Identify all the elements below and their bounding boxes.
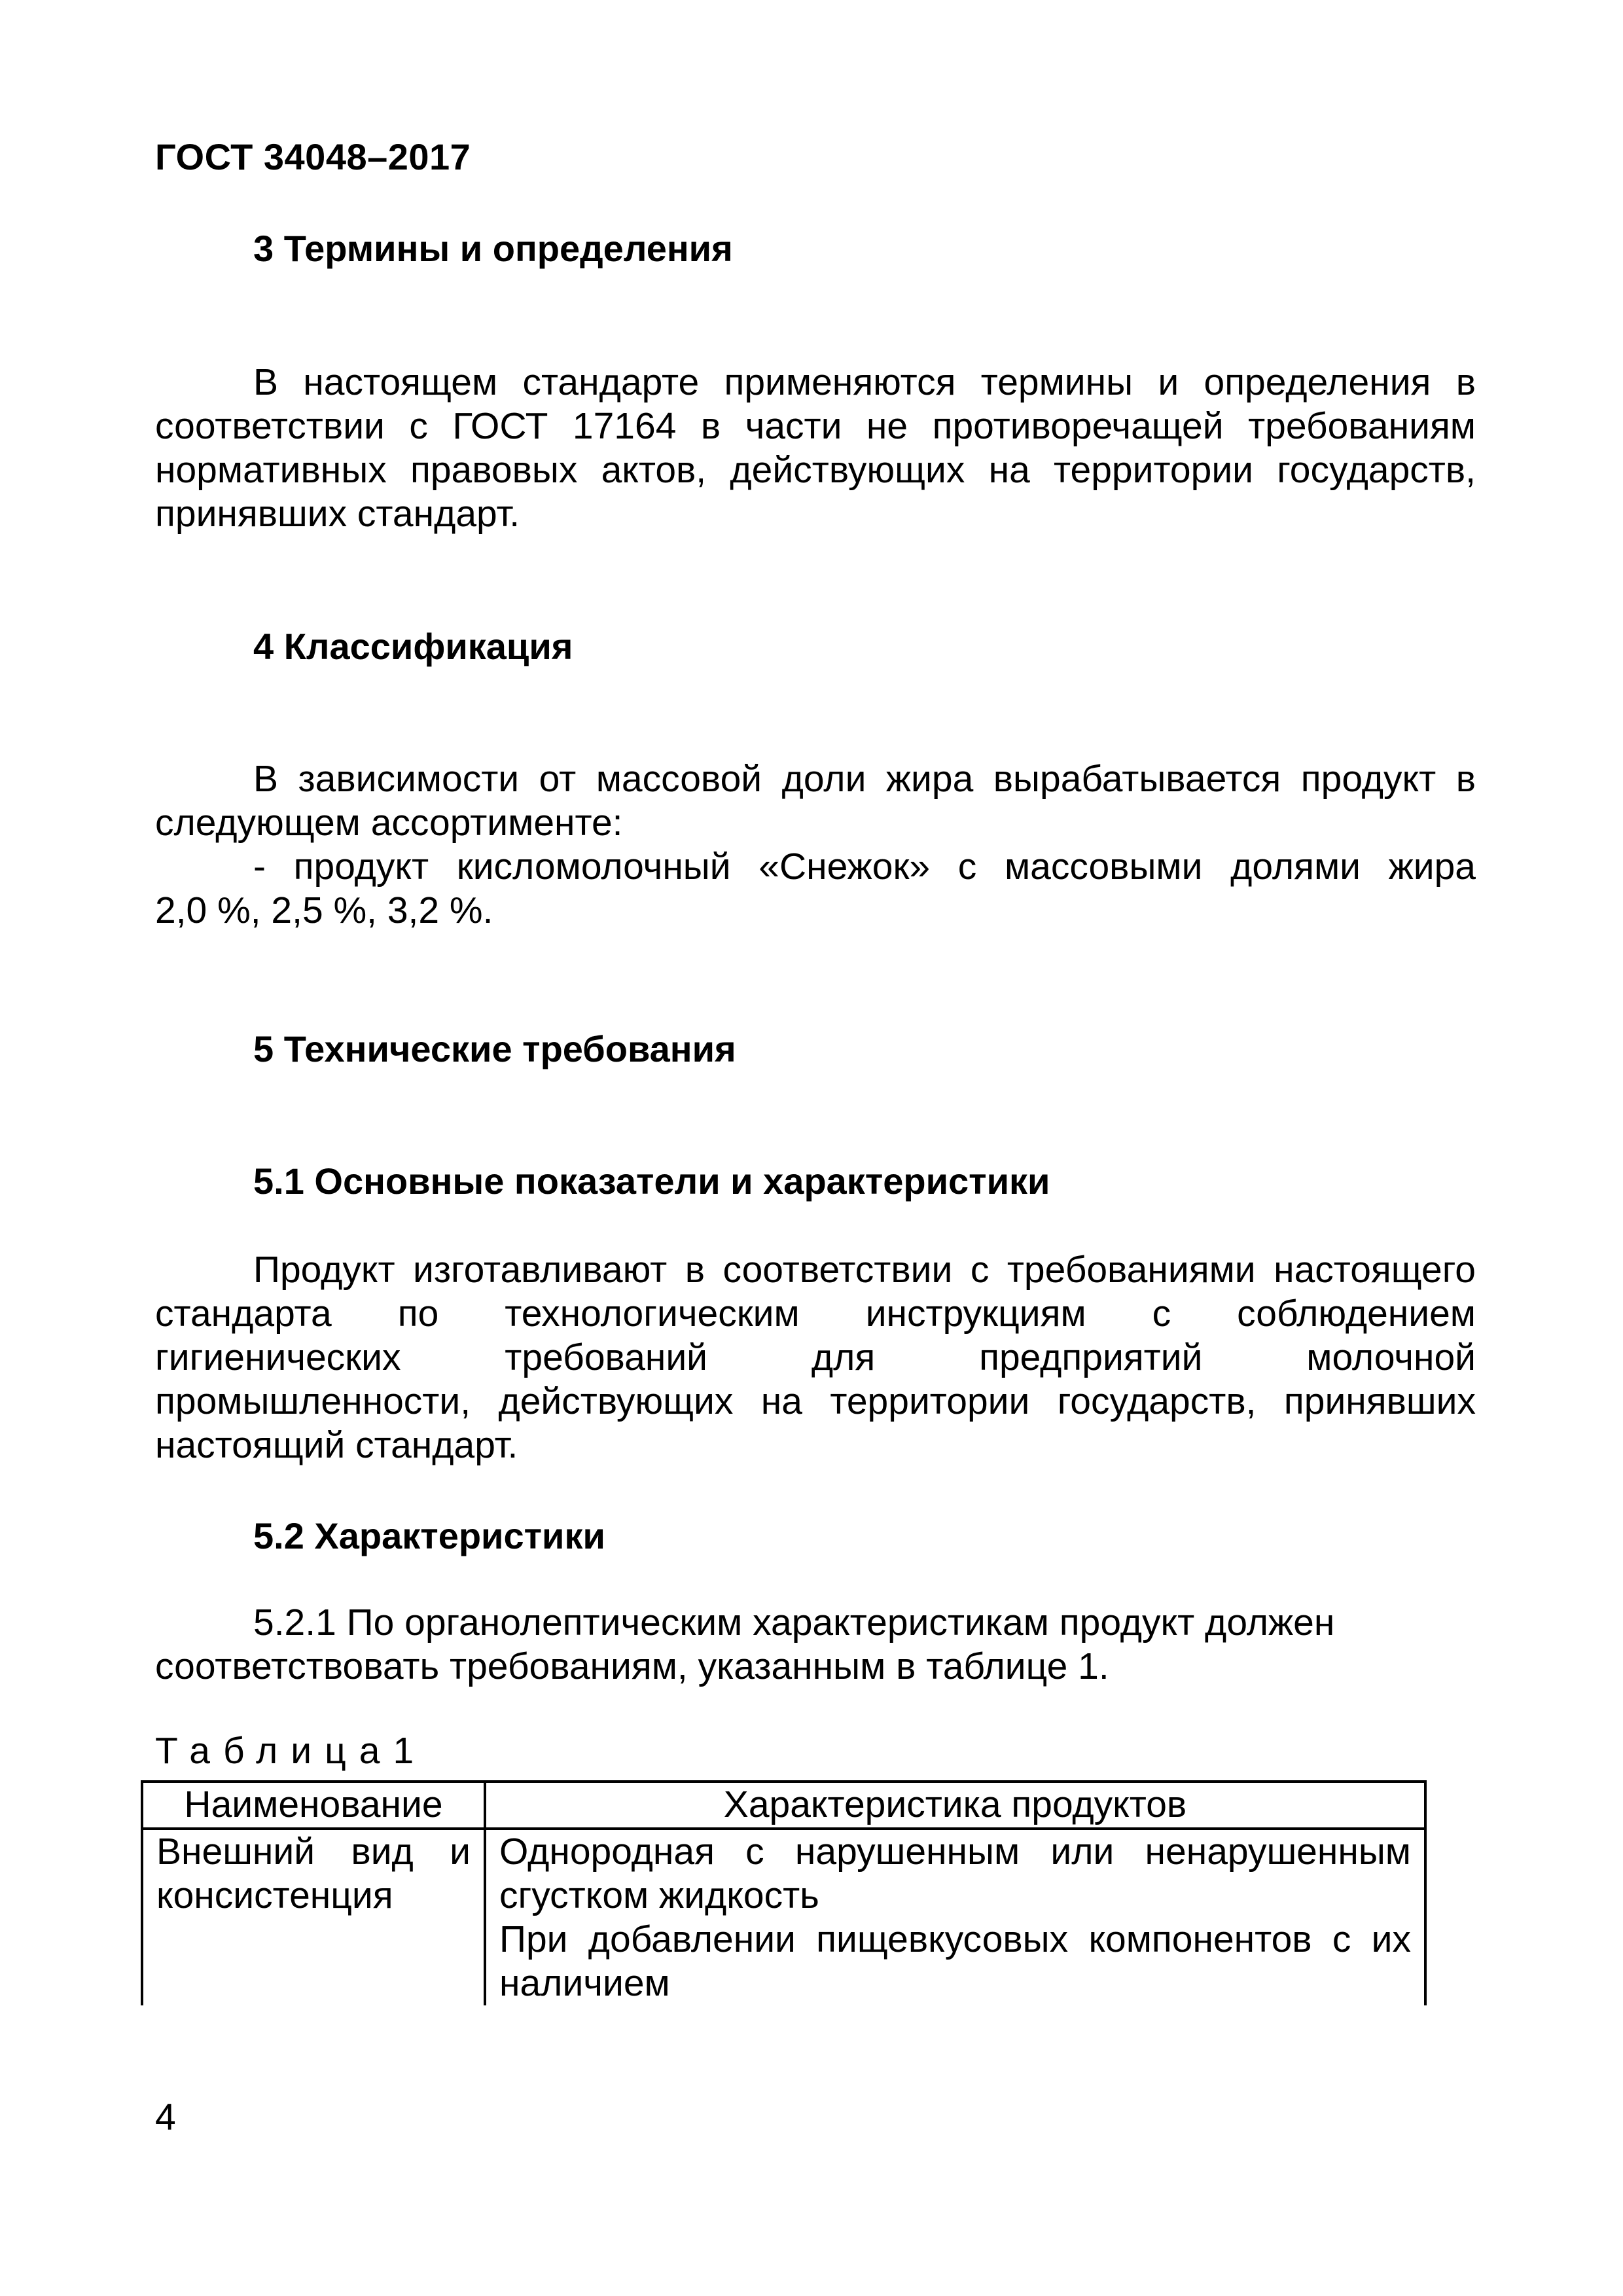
paragraph-line: - продукт кисломолочный «Снежок» с массовыми долями жира (253, 846, 1476, 888)
paragraph-line: следующем ассортименте: (155, 802, 623, 844)
cell-line: Однородная с нарушенным или ненарушенным (499, 1831, 1411, 1873)
section-5-2-title: 5.2 Характеристики (253, 1515, 605, 1556)
table-row (142, 1829, 1425, 2005)
table-header-name: Наименование (142, 1782, 485, 1829)
section-4-list-item (155, 845, 1476, 933)
cell-line: При добавлении пищевкусовых компонентов с их (499, 1918, 1411, 1960)
section-5-1-paragraph (155, 1248, 1476, 1467)
page-number: 4 (155, 2096, 176, 2138)
cell-line: консистенция (156, 1874, 393, 1916)
paragraph-line: стандарта по технологическим инструкциям с соблюдением (155, 1293, 1476, 1335)
section-5-title: 5 Технические требования (253, 1028, 736, 1069)
table-caption: Таблица1 (155, 1730, 427, 1772)
paragraph-line: нормативных правовых актов, действующих на территории государств, (155, 449, 1476, 491)
paragraph-line: Продукт изготавливают в соответствии с требованиями настоящего (253, 1249, 1476, 1291)
section-4-paragraph (155, 757, 1476, 845)
document-code: ГОСТ 34048–2017 (155, 136, 471, 177)
paragraph-line: соответствии с ГОСТ 17164 в части не противоречащей требованиям (155, 405, 1476, 447)
paragraph-line: соответствовать требованиям, указанным в таблице 1. (155, 1645, 1109, 1687)
table-cell-name (142, 1829, 485, 2005)
paragraph-line: В настоящем стандарте применяются термины и определения в (253, 361, 1476, 403)
section-4-title: 4 Классификация (253, 626, 573, 667)
paragraph-line: 5.2.1 По органолептическим характеристикам продукт должен (253, 1602, 1335, 1643)
cell-line: наличием (499, 1962, 670, 2004)
table-header-characteristic: Характеристика продуктов (485, 1782, 1425, 1829)
paragraph-line: В зависимости от массовой доли жира вырабатывается продукт в (253, 758, 1476, 800)
paragraph-line: промышленности, действующих на территории государств, принявших (155, 1380, 1476, 1422)
section-3-title: 3 Термины и определения (253, 228, 733, 269)
section-3-paragraph (155, 361, 1476, 536)
cell-line: Внешний вид и (156, 1831, 471, 1873)
table-header-row (142, 1782, 1425, 1829)
paragraph-line: принявших стандарт. (155, 493, 520, 535)
characteristics-table (141, 1780, 1427, 2005)
paragraph-line: 2,0 %, 2,5 %, 3,2 %. (155, 889, 493, 931)
section-5-2-1-paragraph (155, 1601, 1399, 1689)
paragraph-line: гигиенических требований для предприятий молочной (155, 1336, 1476, 1378)
paragraph-line: настоящий стандарт. (155, 1424, 518, 1466)
cell-line: сгустком жидкость (499, 1874, 819, 1916)
section-5-1-title: 5.1 Основные показатели и характеристики (253, 1160, 1050, 1202)
table-cell-value (485, 1829, 1425, 2005)
